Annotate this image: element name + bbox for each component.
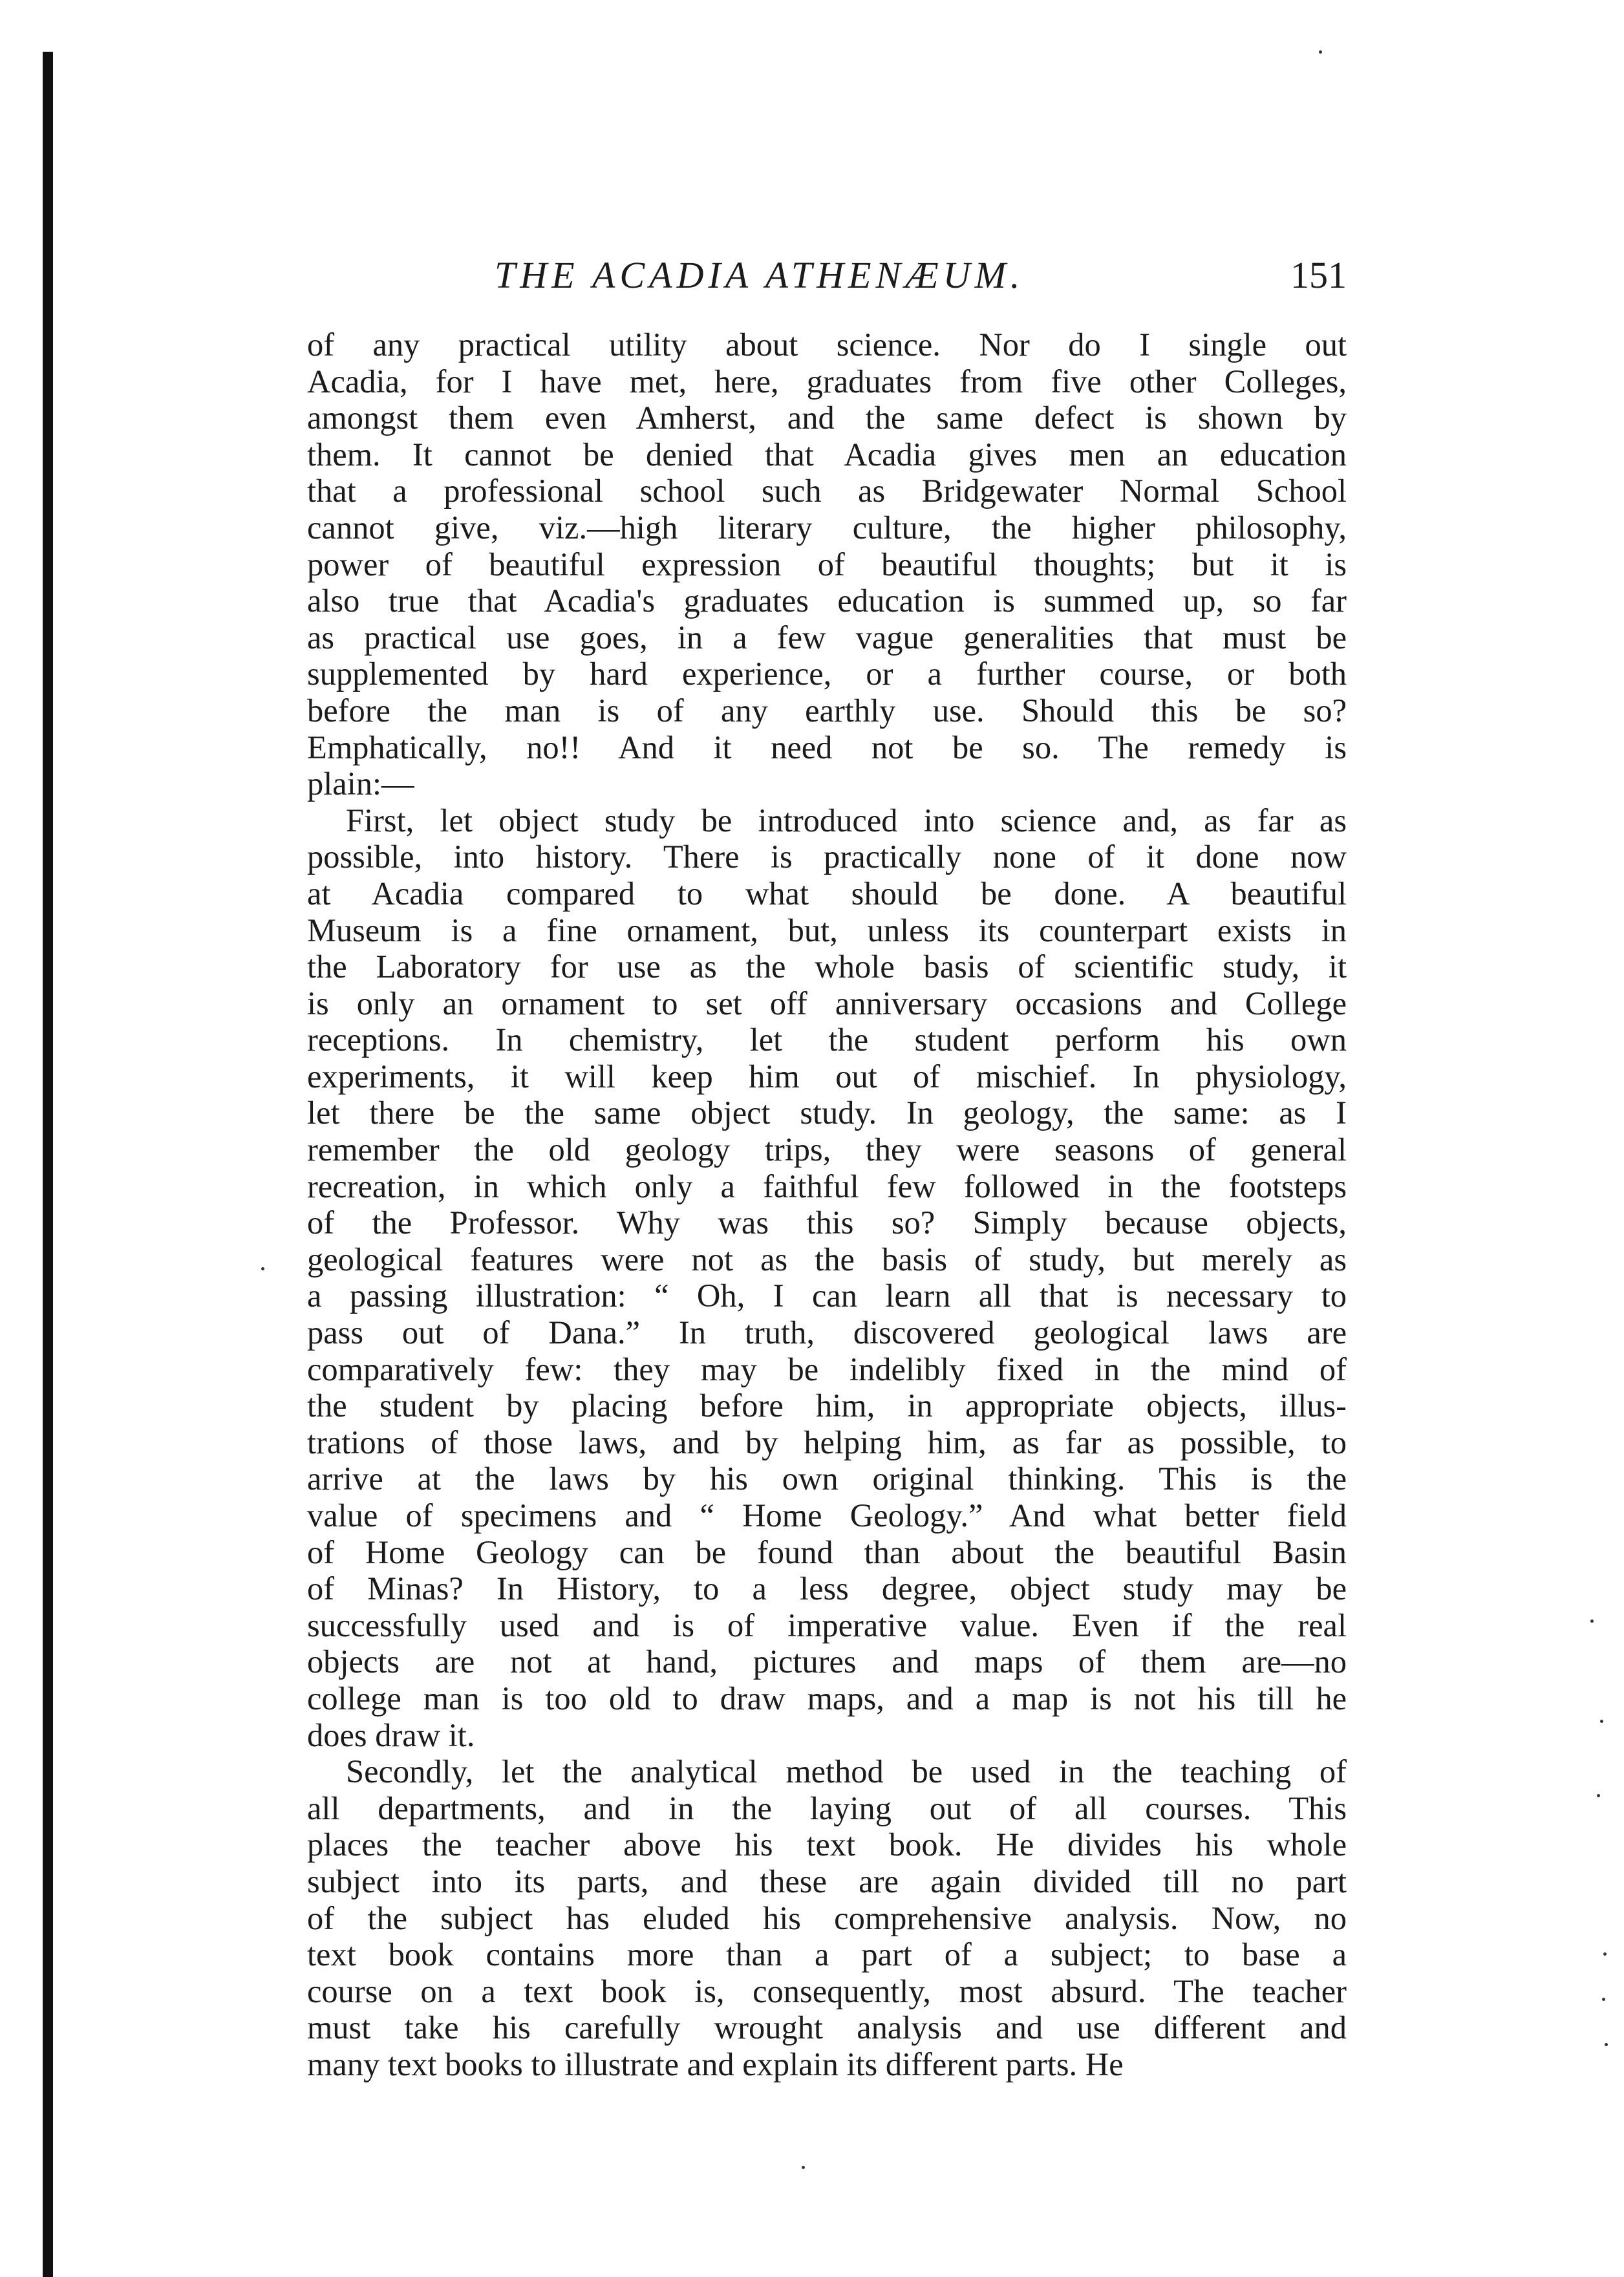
text-line: pass out of Dana.” In truth, discovered geological laws are	[307, 1314, 1347, 1351]
text-line: cannot give, viz.—high literary culture, the higher philosophy,	[307, 509, 1347, 546]
text-line: experiments, it will keep him out of mischief. In physiology,	[307, 1058, 1347, 1095]
text-line: Museum is a fine ornament, but, unless its counterpart exists in	[307, 912, 1347, 948]
text-line: is only an ornament to set off anniversary occasions and College	[307, 985, 1347, 1021]
text-line: places the teacher above his text book. He divides his whole	[307, 1826, 1347, 1863]
text-line: comparatively few: they may be indelibly fixed in the mind of	[307, 1351, 1347, 1387]
text-line: Acadia, for I have met, here, graduates from five other Colleges,	[307, 363, 1347, 400]
text-line: that a professional school such as Bridgewater Normal School	[307, 473, 1347, 509]
text-line: a passing illustration: “ Oh, I can learn all that is necessary to	[307, 1277, 1347, 1314]
text-line: remember the old geology trips, they were seasons of general	[307, 1131, 1347, 1168]
article-body	[307, 326, 1347, 2083]
text-line: the Laboratory for use as the whole basis of scientific study, it	[307, 948, 1347, 985]
page-header	[307, 253, 1347, 312]
paragraph	[307, 802, 1347, 1753]
text-line: of any practical utility about science. Nor do I single out	[307, 326, 1347, 363]
paragraph	[307, 326, 1347, 802]
text-line: successfully used and is of imperative value. Even if the real	[307, 1607, 1347, 1643]
book-spine-shadow	[43, 52, 53, 2277]
text-line: all departments, and in the laying out of all courses. This	[307, 1790, 1347, 1826]
text-line: arrive at the laws by his own original thinking. This is the	[307, 1460, 1347, 1497]
text-line: them. It cannot be denied that Acadia gives men an education	[307, 436, 1347, 473]
text-line: the student by placing before him, in appropriate objects, illus-	[307, 1387, 1347, 1424]
text-line: possible, into history. There is practically none of it done now	[307, 839, 1347, 875]
text-line: does draw it.	[307, 1716, 475, 1753]
text-line: objects are not at hand, pictures and maps of them are—no	[307, 1643, 1347, 1680]
page-number: 151	[1290, 254, 1347, 296]
text-line: text book contains more than a part of a subject; to base a	[307, 1936, 1347, 1973]
text-line: Emphatically, no!! And it need not be so. The remedy is	[307, 729, 1347, 765]
text-line: geological features were not as the basis of study, but merely as	[307, 1241, 1347, 1277]
text-line: college man is too old to draw maps, and a map is not his till he	[307, 1680, 1347, 1716]
text-line: trations of those laws, and by helping him, as far as possible, to	[307, 1424, 1347, 1460]
text-line: at Acadia compared to what should be done. A beautiful	[307, 875, 1347, 912]
text-line: value of specimens and “ Home Geology.” And what better field	[307, 1497, 1347, 1534]
text-line: amongst them even Amherst, and the same defect is shown by	[307, 400, 1347, 436]
text-line: power of beautiful expression of beautiful thoughts; but it is	[307, 546, 1347, 583]
text-line: of the subject has eluded his comprehensive analysis. Now, no	[307, 1899, 1347, 1936]
text-line: supplemented by hard experience, or a further course, or both	[307, 656, 1347, 692]
text-line: also true that Acadia's graduates education is summed up, so far	[307, 583, 1347, 619]
text-line: of the Professor. Why was this so? Simply because objects,	[307, 1204, 1347, 1241]
paragraph	[307, 1753, 1347, 2082]
text-line: subject into its parts, and these are again divided till no part	[307, 1863, 1347, 1899]
text-line: let there be the same object study. In geology, the same: as I	[307, 1095, 1347, 1131]
text-line: of Minas? In History, to a less degree, object study may be	[307, 1570, 1347, 1607]
text-line: as practical use goes, in a few vague generalities that must be	[307, 619, 1347, 656]
text-line: must take his carefully wrought analysis and use different and	[307, 2009, 1347, 2046]
text-line: course on a text book is, consequently, most absurd. The teacher	[307, 1972, 1347, 2009]
text-line: many text books to illustrate and explain its different parts. He	[307, 2046, 1124, 2082]
text-line: recreation, in which only a faithful few followed in the footsteps	[307, 1168, 1347, 1204]
text-line: before the man is of any earthly use. Should this be so?	[307, 692, 1347, 729]
text-line: Secondly, let the analytical method be used in the teaching of	[346, 1753, 1347, 1790]
running-title: THE ACADIA ATHENÆUM.	[495, 254, 1025, 296]
text-line: receptions. In chemistry, let the student perform his own	[307, 1021, 1347, 1058]
text-line: First, let object study be introduced into science and, as far as	[346, 802, 1347, 839]
text-line: plain:—	[307, 765, 414, 802]
text-line: of Home Geology can be found than about the beautiful Basin	[307, 1534, 1347, 1570]
